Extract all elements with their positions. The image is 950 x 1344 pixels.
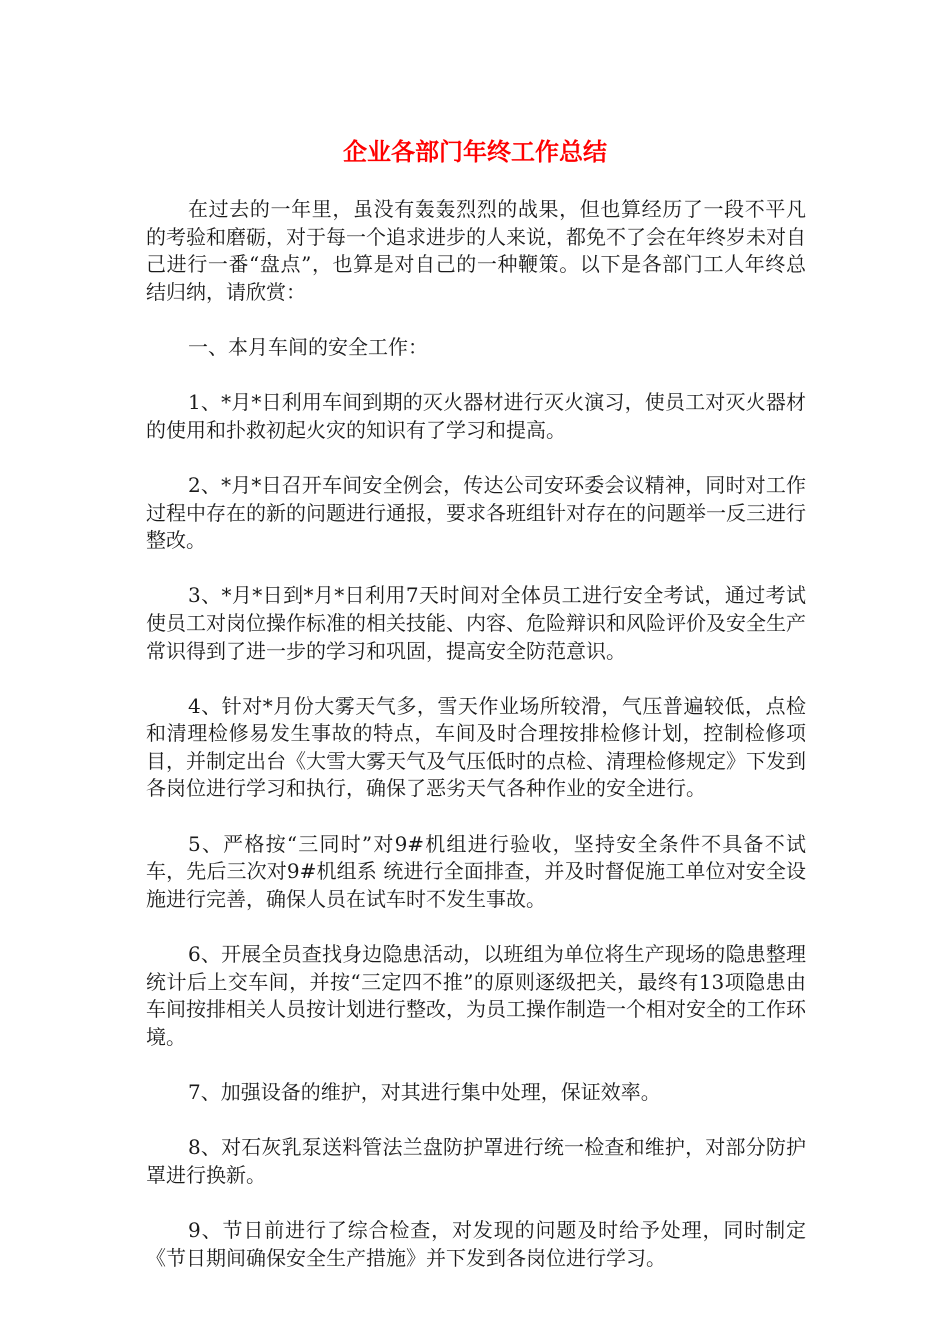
list-item: 8、对石灰乳泵送料管法兰盘防护罩进行统一检查和维护，对部分防护罩进行换新。 <box>146 1135 806 1187</box>
list-item: 3、*月*日到*月*日利用7天时间对全体员工进行安全考试，通过考试使员工对岗位操作标准的相关技能、内容、危险辩识和风险评价及安全生产常识得到了进一步的学习和巩固，提高安全防范意识。 <box>146 583 806 663</box>
list-item: 4、针对*月份大雾天气多，雪天作业场所较滑，气压普遍较低，点检和清理检修易发生事故的特点，车间及时合理按排检修计划，控制检修项目，并制定出台《大雪大雾天气及气压低时的点检、清理检修规定》下发到各岗位进行学习和执行，确保了恶劣天气各种作业的安全进行。 <box>146 693 806 801</box>
list-item: 2、*月*日召开车间安全例会，传达公司安环委会议精神，同时对工作过程中存在的新的问题进行通报，要求各班组针对存在的问题举一反三进行整改。 <box>146 472 806 553</box>
document-title: 企业各部门年终工作总结 <box>343 138 607 166</box>
intro-paragraph: 在过去的一年里，虽没有轰轰烈烈的战果，但也算经历了一段不平凡的考验和磨砺，对于每一个追求进步的人来说，都免不了会在年终岁未对自己进行一番“盘点”，也算是对自己的一种鞭策。以下是各部门工人年终总结归纳，请欣赏： <box>146 197 806 304</box>
list-item: 6、开展全员查找身边隐患活动，以班组为单位将生产现场的隐患整理统计后上交车间，并按“三定四不推”的原则逐级把关，最终有13项隐患由车间按排相关人员按计划进行整改，为员工操作制造一个相对安全的工作环境。 <box>146 942 806 1049</box>
section-heading: 一、本月车间的安全工作： <box>188 334 428 359</box>
list-item: 9、节日前进行了综合检查，对发现的问题及时给予处理，同时制定《节日期间确保安全生产措施》并下发到各岗位进行学习。 <box>146 1217 806 1270</box>
list-item: 5、严格按“三同时”对9#机组进行验收，坚持安全条件不具备不试车，先后三次对9#机组系 统进行全面排查，并及时督促施工单位对安全设施进行完善，确保人员在试车时不发生事故。 <box>146 831 806 911</box>
list-item: 1、*月*日利用车间到期的灭火器材进行灭火演习，使员工对灭火器材的使用和扑救初起火灾的知识有了学习和提高。 <box>146 390 806 442</box>
document-body <box>146 196 806 1272</box>
list-item: 7、加强设备的维护，对其进行集中处理，保证效率。 <box>188 1080 661 1104</box>
